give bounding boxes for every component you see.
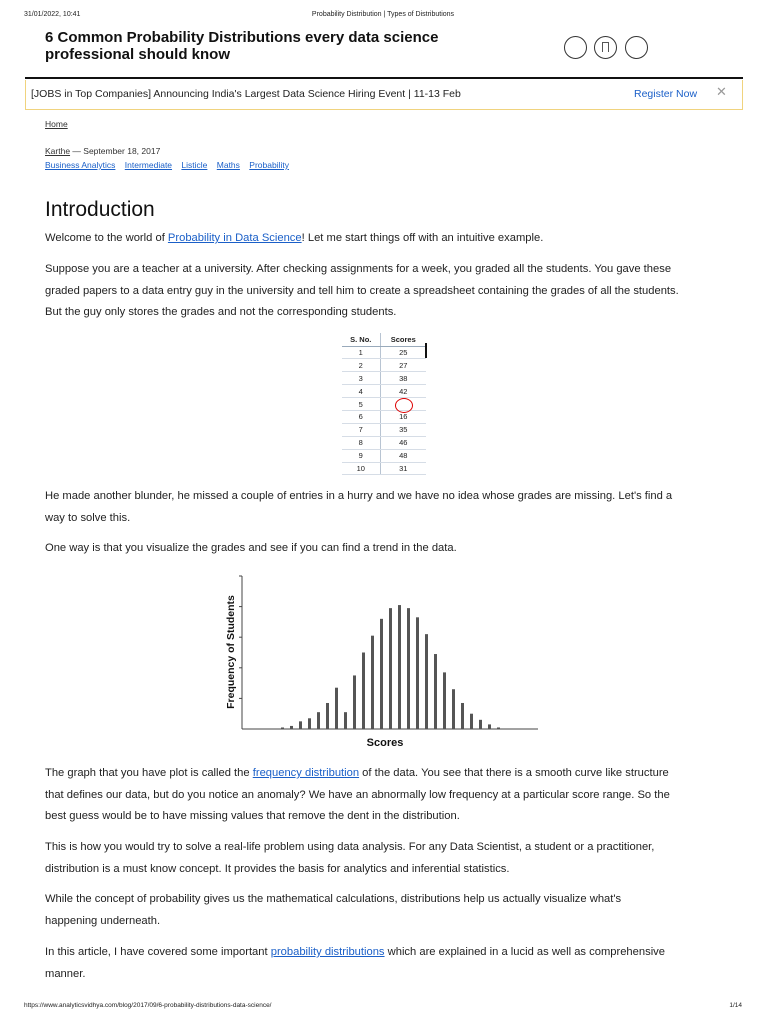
- paragraph-text: Suppose you are a teacher at a university. After checking assignments for a week, you graded all the students. You gave these: [45, 263, 672, 275]
- publish-date: — September 18, 2017: [70, 146, 161, 156]
- paragraph: [45, 259, 725, 324]
- tag-link[interactable]: Intermediate: [124, 160, 173, 170]
- x-axis-label: Scores: [366, 737, 404, 749]
- table-cell: 31: [380, 462, 426, 475]
- paragraph-text: The graph that you have plot is called the: [45, 767, 253, 779]
- missing-score-cell: [380, 398, 426, 411]
- circle-icon[interactable]: [564, 36, 587, 59]
- bar: [380, 619, 383, 729]
- table-row: [342, 372, 426, 385]
- bar: [344, 712, 347, 729]
- table-row: [342, 359, 426, 372]
- table-cell: 4: [342, 385, 380, 398]
- table-row: [342, 346, 426, 359]
- table-cell: 27: [380, 359, 426, 372]
- table-cell: 6: [342, 410, 380, 423]
- paragraph: [45, 763, 725, 828]
- circle-icon[interactable]: [625, 36, 648, 59]
- paragraph-text: ! Let me start things off with an intuitive example.: [301, 232, 544, 244]
- bar: [488, 724, 491, 729]
- paragraph: [45, 228, 725, 250]
- tag-list: [45, 160, 296, 170]
- paragraph-text: which are explained in a lucid as well as comprehensive: [384, 946, 665, 958]
- bar: [335, 688, 338, 729]
- hiring-banner: [25, 80, 743, 110]
- paragraph: [45, 942, 725, 985]
- table-cell: 42: [380, 385, 426, 398]
- print-url: https://www.analyticsvidhya.com/blog/2017/09/6-probability-distributions-data-science/: [24, 1002, 272, 1009]
- paragraph: [45, 538, 725, 560]
- bar: [443, 672, 446, 729]
- paragraph-text: He made another blunder, he missed a couple of entries in a hurry and we have no idea whose grades are missing. Let's find a: [45, 490, 673, 502]
- bar-series: [281, 605, 500, 729]
- section-heading: Introduction: [45, 198, 155, 221]
- table-cell: 2: [342, 359, 380, 372]
- bar: [416, 617, 419, 729]
- paragraph-text: But the guy only stores the grades and not the corresponding students.: [45, 306, 397, 318]
- tag-link[interactable]: Probability: [249, 160, 289, 170]
- scores-table: [342, 333, 426, 475]
- paragraph-text: This is how you would try to solve a real-life problem using data analysis. For any Data Scientist, a student or a practitioner,: [45, 841, 655, 853]
- table-row: [342, 449, 426, 462]
- bar: [308, 718, 311, 729]
- bar: [434, 654, 437, 729]
- table-row: [342, 436, 426, 449]
- bar: [362, 653, 365, 730]
- table-cell: 25: [380, 346, 426, 359]
- bar: [497, 727, 500, 729]
- article-title: 6 Common Probability Distributions every data science professional should know: [45, 29, 439, 63]
- table-header-row: [342, 333, 426, 346]
- table-cell: 1: [342, 346, 380, 359]
- article-meta: [45, 146, 160, 156]
- table-cell: 38: [380, 372, 426, 385]
- bar: [281, 727, 284, 729]
- tag-link[interactable]: Listicle: [181, 160, 208, 170]
- paragraph-text: way to solve this.: [45, 511, 131, 524]
- table-cell: 5: [342, 398, 380, 411]
- bar: [317, 712, 320, 729]
- table-cell: 46: [380, 436, 426, 449]
- table-row: [342, 423, 426, 436]
- bar: [425, 634, 428, 729]
- table-cell: 48: [380, 449, 426, 462]
- table-row: [342, 398, 426, 411]
- header-divider: [25, 77, 743, 79]
- probability-link[interactable]: Probability in Data Science: [167, 232, 302, 244]
- paragraph-text: Welcome to the world of: [45, 232, 168, 244]
- table-row: [342, 385, 426, 398]
- bar: [407, 608, 410, 729]
- print-header: [24, 11, 742, 21]
- probability-distributions-link[interactable]: probability distributions: [270, 946, 385, 958]
- column-header: S. No.: [342, 333, 380, 346]
- tag-link[interactable]: Maths: [216, 160, 240, 170]
- table-cell: 7: [342, 423, 380, 436]
- table-row: [342, 462, 426, 475]
- paragraph-text: distribution is a must know concept. It provides the basis for analytics and inferential statistics.: [45, 862, 510, 875]
- bar: [299, 721, 302, 729]
- print-datetime: 31/01/2022, 10:41: [24, 11, 81, 18]
- paragraph-text: happening underneath.: [45, 914, 161, 927]
- print-page-number: 1/14: [729, 1002, 742, 1009]
- frequency-distribution-chart: [218, 572, 548, 754]
- paragraph-text: best guess would be to have missing values that remove the dent in the distribution.: [45, 810, 460, 822]
- text-cursor: [425, 343, 427, 358]
- bar: [479, 720, 482, 729]
- paragraph: [45, 486, 725, 529]
- paragraph-text: In this article, I have covered some important: [45, 946, 271, 958]
- table-cell: 3: [342, 372, 380, 385]
- table-cell: 16: [380, 410, 426, 423]
- paragraph: [45, 837, 725, 880]
- table-cell: 10: [342, 462, 380, 475]
- register-now-link[interactable]: Register Now: [634, 88, 698, 100]
- paragraph-text: While the concept of probability gives us the mathematical calculations, distributions help us actually visualize what's: [45, 893, 622, 905]
- author-link[interactable]: Karthe: [45, 146, 71, 156]
- bar: [461, 703, 464, 729]
- tag-link[interactable]: Business Analytics: [45, 160, 116, 170]
- y-axis-label: Frequency of Students: [225, 595, 237, 709]
- bar: [326, 703, 329, 729]
- table-cell: 9: [342, 449, 380, 462]
- table-row: [342, 410, 426, 423]
- paragraph-text: of the data. You see that there is a smooth curve like structure: [359, 767, 669, 779]
- bar: [470, 714, 473, 729]
- print-footer: [24, 1002, 742, 1012]
- print-page-title: Probability Distribution | Types of Distributions: [311, 11, 455, 18]
- banner-text: [JOBS in Top Companies] Announcing India's Largest Data Science Hiring Event | 11-13 Feb: [31, 88, 461, 100]
- breadcrumb-home-link[interactable]: Home: [45, 119, 68, 129]
- bar: [398, 605, 401, 729]
- bookmark-icon[interactable]: [594, 36, 617, 59]
- paragraph-text: graded papers to a data entry guy in the university and tell him to create a spreadsheet containing the grades of all the students.: [45, 284, 679, 297]
- paragraph-text: manner.: [45, 967, 86, 980]
- bar: [290, 726, 293, 729]
- table-cell: 35: [380, 423, 426, 436]
- bar: [452, 689, 455, 729]
- column-header: Scores: [380, 333, 426, 346]
- bar: [371, 636, 374, 729]
- paragraph: [45, 889, 725, 932]
- bar: [353, 675, 356, 729]
- close-icon[interactable]: ✕: [716, 84, 727, 99]
- frequency-distribution-link[interactable]: frequency distribution: [252, 767, 360, 779]
- paragraph-text: One way is that you visualize the grades and see if you can find a trend in the data.: [45, 542, 457, 554]
- table-cell: 8: [342, 436, 380, 449]
- bar: [389, 608, 392, 729]
- paragraph-text: that defines our data, but do you notice an anomaly? We have an abnormally low frequency at a particular score range. So the: [45, 788, 670, 801]
